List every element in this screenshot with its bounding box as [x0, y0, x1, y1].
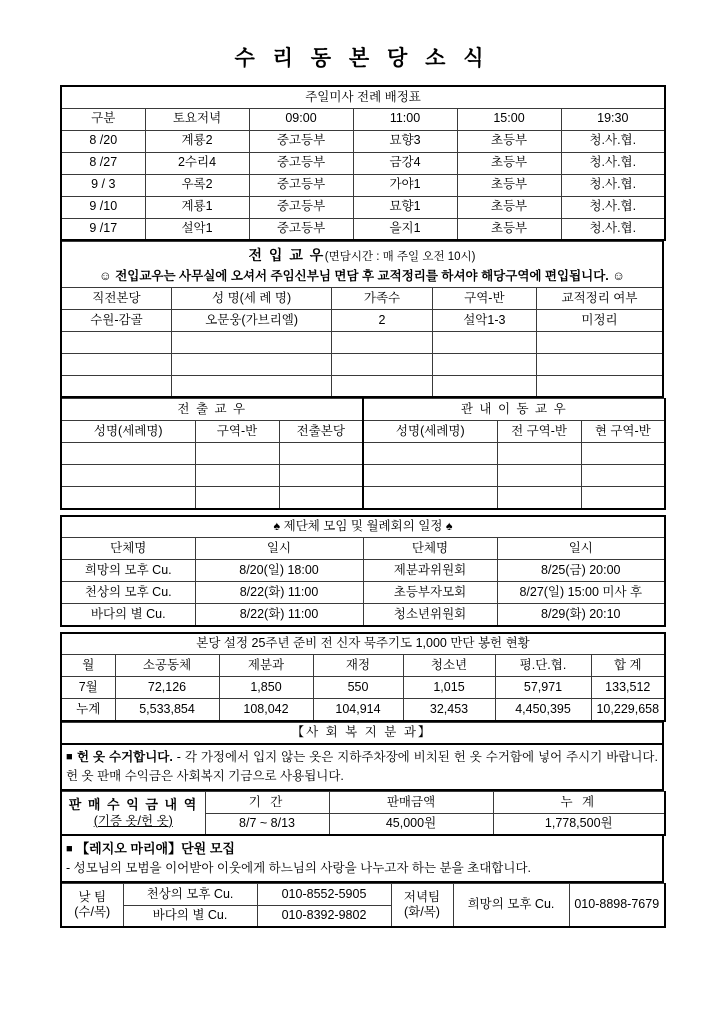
column-header: 성명(세례명) — [363, 421, 497, 443]
day-team-label — [61, 883, 123, 927]
column-header: 가족수 — [332, 287, 432, 309]
cell: 초등부 — [457, 152, 561, 174]
cell — [581, 443, 665, 465]
cell: 천상의 모후 Cu. — [123, 883, 257, 905]
legion-notice-body: - 성모님의 모범을 이어받아 이웃에게 하느님의 사랑을 나누고자 하는 분을 초대합니다. — [66, 861, 531, 876]
column-header: 교적정리 여부 — [537, 287, 663, 309]
group-meetings-heading: ♠ 제단체 모임 및 월례회의 일정 ♠ — [61, 516, 665, 538]
cell: 청.사.협. — [561, 152, 665, 174]
table-row — [61, 196, 665, 218]
table-row — [61, 218, 665, 240]
cell — [279, 443, 363, 465]
cell — [61, 353, 171, 375]
table-row — [61, 699, 665, 721]
cell: 바다의 별 Cu. — [123, 905, 257, 927]
column-header: 기 간 — [205, 791, 329, 813]
cell: 중고등부 — [249, 218, 353, 240]
clothing-notice-body: - 각 가정에서 입지 않는 옷은 지하주차장에 비치된 헌 옷 수거함에 넣어 주시기 바랍니다. 헌 옷 판매 수익금은 사회복지 기금으로 사용됩니다. — [66, 750, 658, 784]
cell: 중고등부 — [249, 174, 353, 196]
clothing-sales-table — [60, 791, 666, 837]
column-header: 전 구역-반 — [497, 421, 581, 443]
cell: 설악1-3 — [432, 309, 536, 331]
column-header: 일시 — [497, 538, 665, 560]
column-header: 단체명 — [363, 538, 497, 560]
cell — [537, 331, 663, 353]
cell: 초등부 — [457, 218, 561, 240]
cell — [537, 353, 663, 375]
table-row — [61, 399, 665, 421]
column-header: 직전본당 — [61, 287, 171, 309]
cell — [497, 443, 581, 465]
column-header: 평.단.협. — [495, 655, 591, 677]
cell: 8/22(화) 11:00 — [195, 582, 363, 604]
cell: 을지1 — [353, 218, 457, 240]
cell: 설악1 — [145, 218, 249, 240]
table-row — [61, 465, 665, 487]
social-welfare-heading: 【사 회 복 지 분 과】 — [61, 722, 663, 744]
cell: 오문웅(가브리엘) — [171, 309, 332, 331]
cell: 2수리4 — [145, 152, 249, 174]
cell: 금강4 — [353, 152, 457, 174]
column-header: 성 명(세 례 명) — [171, 287, 332, 309]
legion-recruitment-notice — [60, 836, 664, 883]
row-header: 7월 — [61, 677, 115, 699]
cell — [497, 487, 581, 509]
cell — [581, 465, 665, 487]
cell: 1,850 — [219, 677, 313, 699]
table-row — [61, 242, 663, 288]
table-row — [61, 722, 663, 744]
cell: 1,778,500원 — [493, 813, 665, 835]
table-row — [61, 287, 663, 309]
cell: 9 /17 — [61, 218, 145, 240]
column-header: 재정 — [313, 655, 403, 677]
cell: 1,015 — [403, 677, 495, 699]
cell: 초등부 — [457, 130, 561, 152]
table-row — [61, 560, 665, 582]
table-row — [61, 538, 665, 560]
cell — [363, 443, 497, 465]
cell — [195, 443, 279, 465]
cell: 45,000원 — [329, 813, 493, 835]
bullet-square-icon: ■ — [66, 751, 74, 764]
column-header: 월 — [61, 655, 115, 677]
cell: 바다의 별 Cu. — [61, 604, 195, 626]
new-members-heading: 전 입 교 우 — [248, 247, 325, 264]
cell: 초등부 — [457, 196, 561, 218]
cell: 9 /10 — [61, 196, 145, 218]
table-row — [61, 309, 663, 331]
table-row — [61, 86, 665, 108]
cell: 희망의 모후 Cu. — [61, 560, 195, 582]
anniversary-offering-table — [60, 632, 666, 722]
bullet-square-icon: ■ — [66, 843, 73, 856]
column-header: 일시 — [195, 538, 363, 560]
cell — [432, 353, 536, 375]
legion-notice-title: 【레지오 마리애】단원 모집 — [76, 841, 235, 857]
cell — [61, 375, 171, 397]
cell: 제분과위원회 — [363, 560, 497, 582]
table-row — [61, 604, 665, 626]
social-welfare-heading-table — [60, 722, 664, 746]
cell: 8/29(화) 20:10 — [497, 604, 665, 626]
table-row — [61, 152, 665, 174]
new-members-heading-note: (면담시간 : 매 주일 오전 10시) — [324, 251, 476, 264]
cell: 8/25(금) 20:00 — [497, 560, 665, 582]
cell: 5,533,854 — [115, 699, 219, 721]
anniversary-heading: 본당 설정 25주년 준비 전 신자 묵주기도 1,000 만단 봉헌 현황 — [61, 633, 665, 655]
cell: 청.사.협. — [561, 174, 665, 196]
cell: 희망의 모후 Cu. — [453, 883, 569, 927]
column-header: 구역-반 — [432, 287, 536, 309]
table-row — [61, 487, 665, 509]
column-header: 구역-반 — [195, 421, 279, 443]
cell: 32,453 — [403, 699, 495, 721]
column-header: 19:30 — [561, 108, 665, 130]
clothing-collection-notice — [60, 745, 664, 791]
cell: 천상의 모후 Cu. — [61, 582, 195, 604]
cell: 중고등부 — [249, 196, 353, 218]
cell: 우록2 — [145, 174, 249, 196]
cell — [61, 487, 195, 509]
column-header: 11:00 — [353, 108, 457, 130]
cell: 초등부자모회 — [363, 582, 497, 604]
table-row — [61, 108, 665, 130]
table-row — [61, 655, 665, 677]
column-header: 누 계 — [493, 791, 665, 813]
cell: 8 /27 — [61, 152, 145, 174]
cell — [61, 443, 195, 465]
mass-schedule-table — [60, 85, 666, 241]
sales-label-line2: (기증 옷/헌 옷) — [93, 813, 173, 828]
internal-move-heading: 관 내 이 동 교 우 — [363, 399, 665, 421]
cell — [363, 465, 497, 487]
cell — [581, 487, 665, 509]
cell: 104,914 — [313, 699, 403, 721]
column-header: 소공동체 — [115, 655, 219, 677]
table-row — [61, 421, 665, 443]
cell: 청소년위원회 — [363, 604, 497, 626]
cell: 9 / 3 — [61, 174, 145, 196]
column-header: 현 구역-반 — [581, 421, 665, 443]
cell: 청.사.협. — [561, 130, 665, 152]
cell — [171, 353, 332, 375]
column-header: 청소년 — [403, 655, 495, 677]
cell — [195, 487, 279, 509]
mass-schedule-heading: 주일미사 전례 배정표 — [61, 86, 665, 108]
cell: 청.사.협. — [561, 196, 665, 218]
cell: 8/22(화) 11:00 — [195, 604, 363, 626]
member-movement-table — [60, 398, 666, 510]
cell: 초등부 — [457, 174, 561, 196]
cell: 묘향3 — [353, 130, 457, 152]
table-row — [61, 353, 663, 375]
night-team-label — [391, 883, 453, 927]
cell: 청.사.협. — [561, 218, 665, 240]
table-row — [61, 677, 665, 699]
cell: 133,512 — [591, 677, 665, 699]
table-row — [61, 331, 663, 353]
table-row — [61, 582, 665, 604]
cell — [171, 331, 332, 353]
cell: 미정리 — [537, 309, 663, 331]
column-header: 단체명 — [61, 538, 195, 560]
cell: 중고등부 — [249, 152, 353, 174]
transfer-out-heading: 전 출 교 우 — [61, 399, 363, 421]
cell: 수원-감골 — [61, 309, 171, 331]
table-row — [61, 791, 665, 813]
cell — [279, 487, 363, 509]
new-members-notice: ☺ 전입교우는 사무실에 오셔서 주임신부님 면담 후 교적정리를 하셔야 해당구역에 편입됩니다. ☺ — [98, 268, 626, 283]
cell: 72,126 — [115, 677, 219, 699]
table-row — [61, 130, 665, 152]
cell — [332, 331, 432, 353]
cell: 중고등부 — [249, 130, 353, 152]
table-row — [61, 174, 665, 196]
cell: 가야1 — [353, 174, 457, 196]
column-header: 성명(세례명) — [61, 421, 195, 443]
cell — [61, 331, 171, 353]
sales-label-line1: 판 매 수 익 금 내 역 — [68, 797, 198, 813]
column-header: 토요저녁 — [145, 108, 249, 130]
day-team-days: (수/목) — [74, 905, 111, 920]
table-row — [61, 375, 663, 397]
new-members-table — [60, 241, 664, 398]
cell — [432, 375, 536, 397]
day-team-name: 낮 팀 — [78, 889, 107, 904]
column-header: 15:00 — [457, 108, 561, 130]
cell — [279, 465, 363, 487]
table-row — [61, 516, 665, 538]
new-members-heading-cell — [61, 242, 663, 288]
cell: 57,971 — [495, 677, 591, 699]
legion-teams-table — [60, 883, 666, 929]
cell: 묘향1 — [353, 196, 457, 218]
column-header: 09:00 — [249, 108, 353, 130]
cell: 8/27(일) 15:00 미사 후 — [497, 582, 665, 604]
cell — [497, 465, 581, 487]
cell — [363, 487, 497, 509]
column-header: 구분 — [61, 108, 145, 130]
cell — [332, 375, 432, 397]
cell: 10,229,658 — [591, 699, 665, 721]
column-header: 제분과 — [219, 655, 313, 677]
row-header: 누계 — [61, 699, 115, 721]
cell: 4,450,395 — [495, 699, 591, 721]
column-header: 전출본당 — [279, 421, 363, 443]
sales-row-label — [61, 791, 205, 835]
table-row — [61, 443, 665, 465]
cell: 010-8898-7679 — [569, 883, 665, 927]
cell — [432, 331, 536, 353]
cell: 2 — [332, 309, 432, 331]
night-team-days: (화/목) — [404, 905, 440, 920]
group-meetings-table — [60, 515, 666, 627]
cell: 8/7 ~ 8/13 — [205, 813, 329, 835]
night-team-name: 저녁팀 — [403, 889, 441, 904]
cell: 550 — [313, 677, 403, 699]
cell: 8 /20 — [61, 130, 145, 152]
cell: 010-8552-5905 — [257, 883, 391, 905]
cell — [332, 353, 432, 375]
column-header: 판매금액 — [329, 791, 493, 813]
column-header: 합 계 — [591, 655, 665, 677]
cell: 8/20(일) 18:00 — [195, 560, 363, 582]
cell — [171, 375, 332, 397]
cell — [537, 375, 663, 397]
cell: 계룡2 — [145, 130, 249, 152]
table-row — [61, 883, 665, 905]
table-row — [61, 633, 665, 655]
cell — [61, 465, 195, 487]
cell: 108,042 — [219, 699, 313, 721]
clothing-notice-title: 헌 옷 수거합니다. — [77, 750, 173, 765]
cell: 010-8392-9802 — [257, 905, 391, 927]
page-title: 수 리 동 본 당 소 식 — [234, 47, 490, 70]
cell — [195, 465, 279, 487]
cell: 계룡1 — [145, 196, 249, 218]
